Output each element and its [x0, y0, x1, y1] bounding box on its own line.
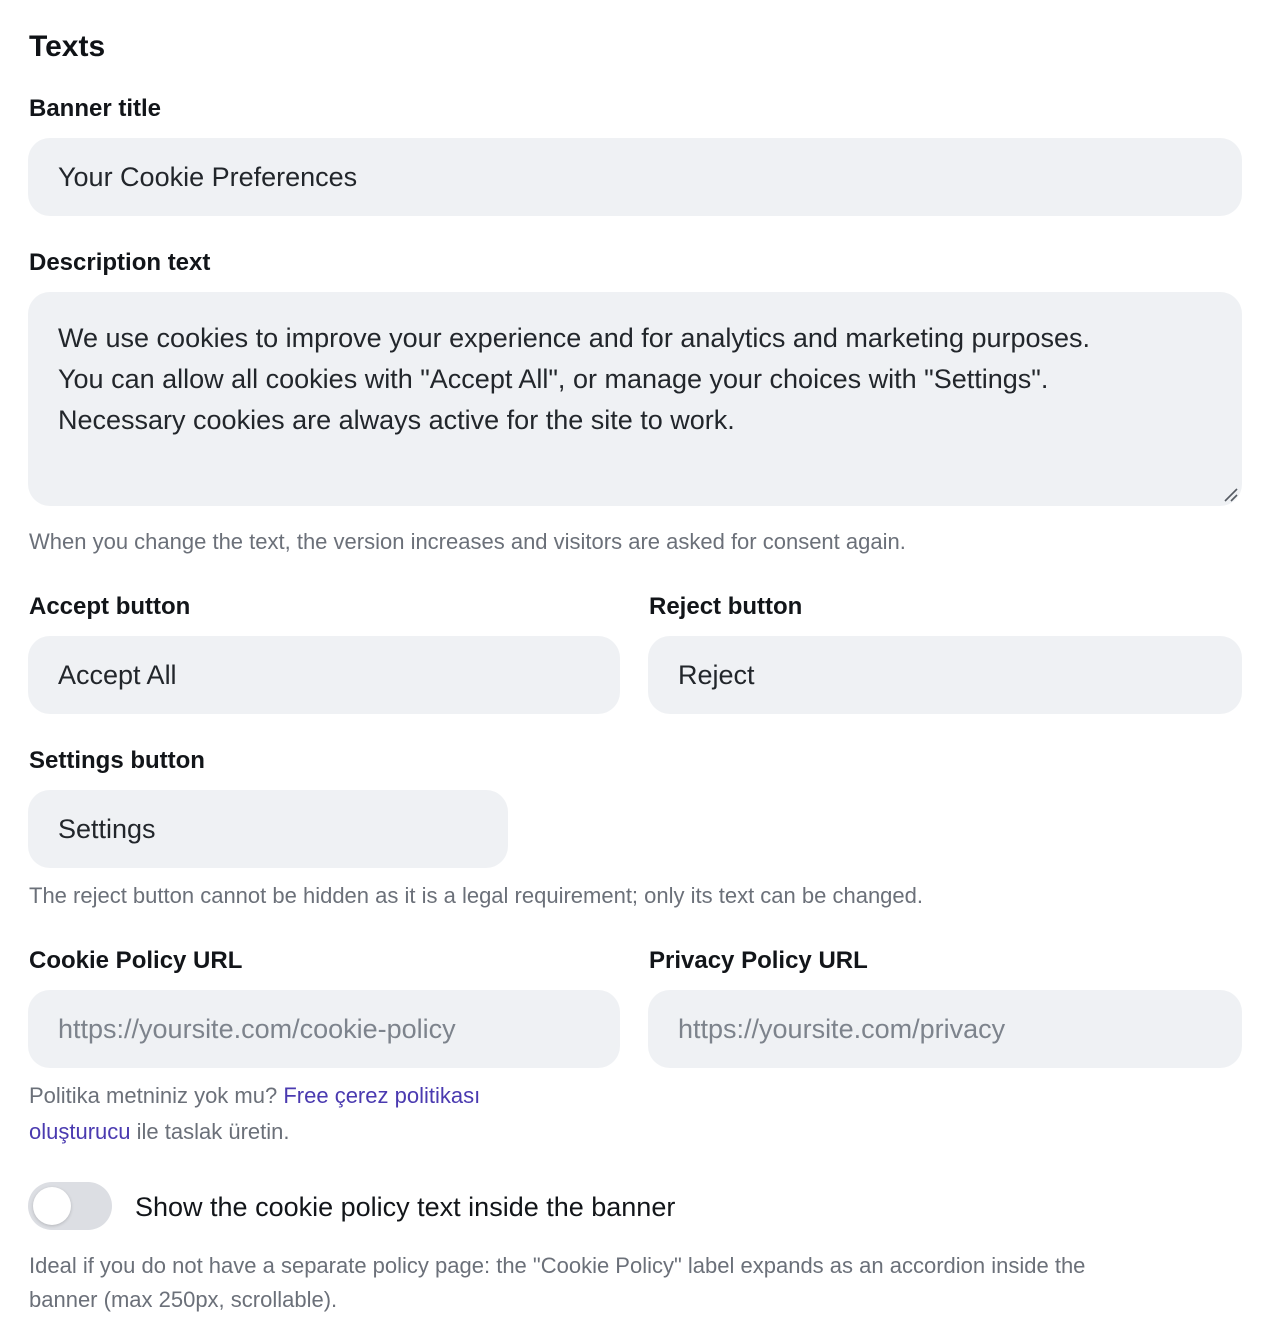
policy-generator-prefix: Politika metniniz yok mu?: [29, 1083, 278, 1108]
resize-handle-icon[interactable]: [1222, 486, 1238, 502]
description-line: We use cookies to improve your experience and for analytics and marketing purposes.: [58, 323, 1091, 353]
show-policy-toggle[interactable]: [28, 1182, 112, 1230]
description-label: Description text: [29, 249, 211, 276]
settings-button-input[interactable]: Settings: [28, 790, 508, 868]
cookie-policy-url-input[interactable]: https://yoursite.com/cookie-policy: [28, 990, 620, 1068]
policy-generator-hint-line2: [29, 1117, 290, 1147]
policy-generator-suffix: ile taslak üretin.: [136, 1119, 290, 1144]
toggle-help-line2: banner (max 250px, scrollable).: [29, 1287, 338, 1312]
accept-button-input[interactable]: Accept All: [28, 636, 620, 714]
description-help-text: When you change the text, the version increases and visitors are asked for consent again.: [29, 529, 906, 554]
toggle-knob: [33, 1187, 71, 1225]
description-line: Necessary cookies are always active for the site to work.: [58, 405, 735, 435]
banner-title-input[interactable]: Your Cookie Preferences: [28, 138, 1242, 216]
policy-generator-link[interactable]: Free çerez politikası: [283, 1083, 481, 1108]
settings-help-text: The reject button cannot be hidden as it is a legal requirement; only its text can be changed.: [29, 883, 923, 908]
description-textarea[interactable]: [28, 292, 1242, 506]
accept-button-label: Accept button: [29, 593, 191, 620]
reject-button-label: Reject button: [649, 593, 803, 620]
description-line: You can allow all cookies with "Accept All", or manage your choices with "Settings".: [58, 364, 1049, 394]
banner-title-label: Banner title: [29, 95, 162, 122]
cookie-policy-url-label: Cookie Policy URL: [29, 947, 243, 974]
reject-button-input[interactable]: Reject: [648, 636, 1242, 714]
section-title: Texts: [29, 30, 106, 63]
privacy-policy-url-input[interactable]: https://yoursite.com/privacy: [648, 990, 1242, 1068]
policy-generator-hint: [29, 1081, 480, 1111]
settings-button-label: Settings button: [29, 747, 205, 774]
show-policy-toggle-label[interactable]: Show the cookie policy text inside the banner: [135, 1192, 676, 1222]
policy-generator-link-cont[interactable]: oluşturucu: [29, 1119, 131, 1144]
privacy-policy-url-label: Privacy Policy URL: [649, 947, 868, 974]
toggle-help-line1: Ideal if you do not have a separate policy page: the "Cookie Policy" label expands as an accordion inside the: [29, 1253, 1086, 1278]
